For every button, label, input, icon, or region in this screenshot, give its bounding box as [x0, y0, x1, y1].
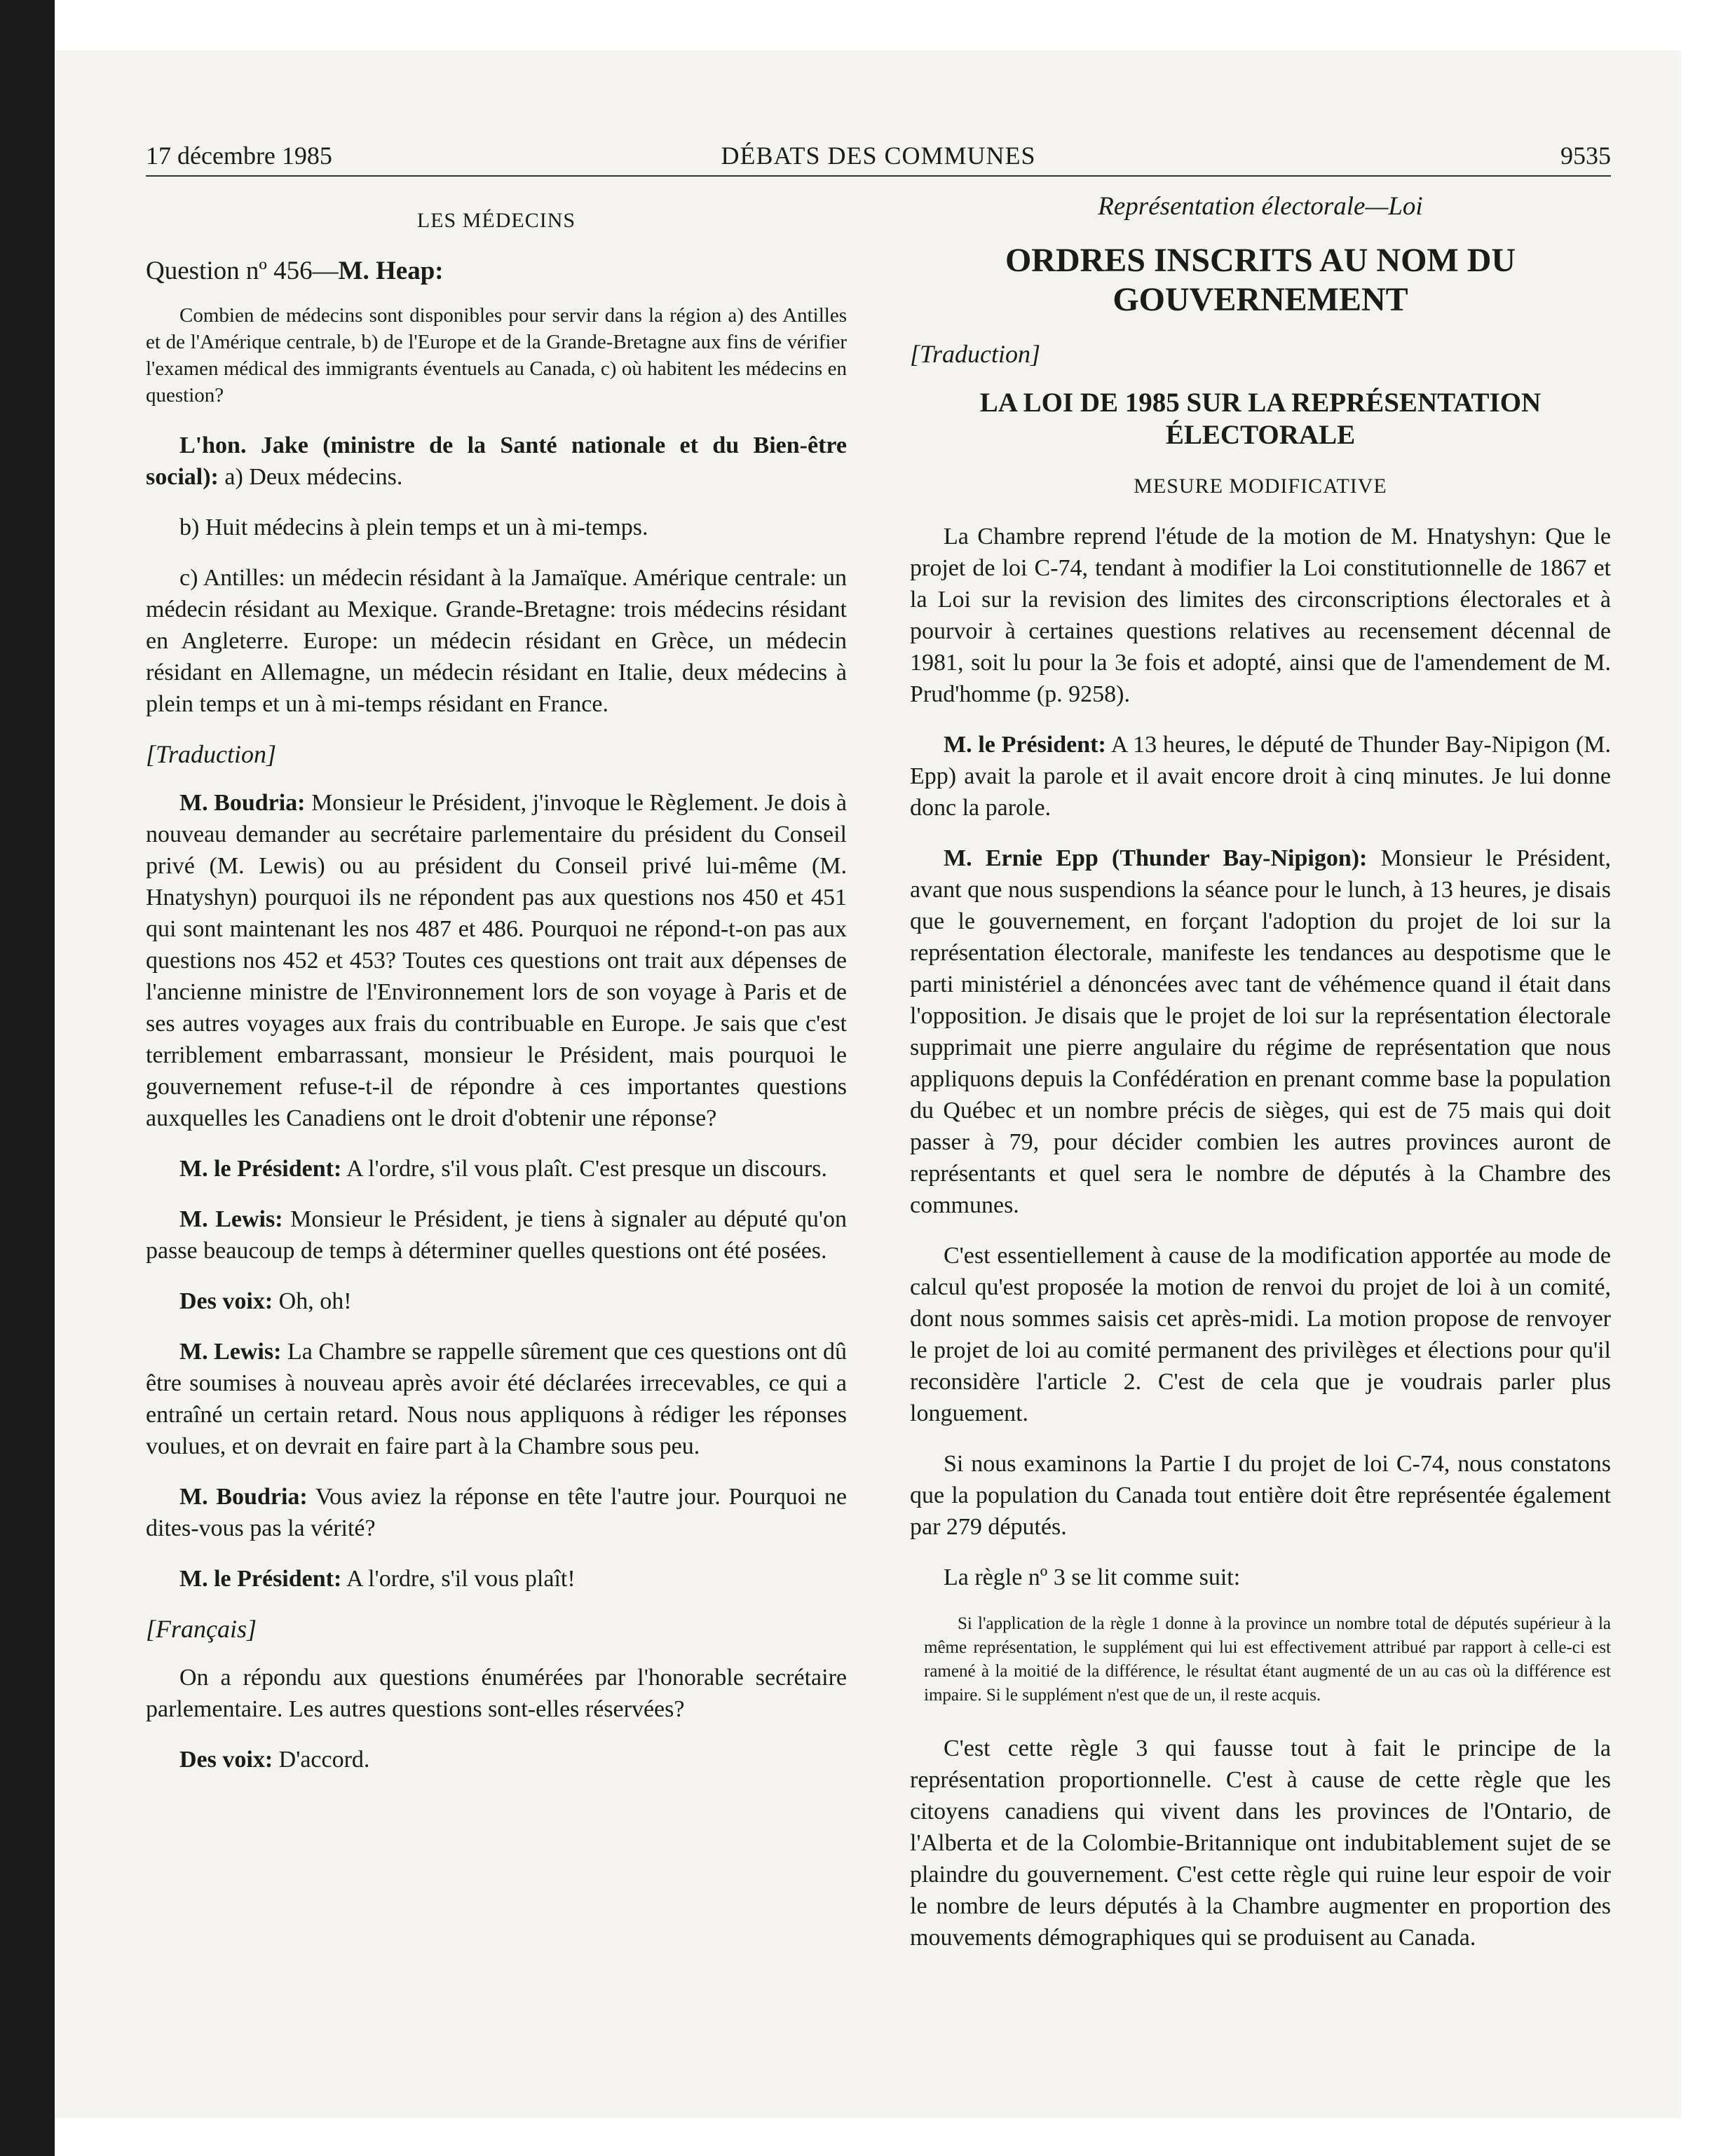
scan-border [0, 0, 55, 2156]
boudria-text: Monsieur le Président, j'invoque le Règlement. Je dois à nouveau demander au secrétaire parlementaire du président du Conseil privé (M. Lewis) ou au président du Conseil privé lui-même (M. Hnatyshyn) pourquoi ils ne répondent pas aux questions nos 450 et 451 qui sont maintenant les nos 487 et 486. Pourquoi ne répond-t-on pas aux questions nos 452 et 453? Toutes ces questions ont trait aux dépenses de l'ancienne ministre de l'Environnement lors de son voyage à Paris et de ses autres voyages aux frais du contribuable en Europe. Je sais que c'est terriblement embarrassant, monsieur le Président, mais pourquoi le gouvernement refuse-t-il de répondre à ces importantes questions auxquelles les Canadiens ont le droit d'obtenir une réponse? [146, 790, 847, 1131]
section-heading: LES MÉDECINS [416, 209, 576, 232]
voix-paragraph-2 [146, 1744, 847, 1775]
boudria-paragraph [146, 787, 847, 1134]
header-publication: DÉBATS DES COMMUNES [721, 142, 1036, 170]
lewis-text-1: Monsieur le Président, je tiens à signaler au député qu'on passe beaucoup de temps à déterminer quelles questions ont été posées. [146, 1206, 847, 1264]
lewis-paragraph-2 [146, 1336, 847, 1462]
question-author: M. Heap: [338, 257, 444, 285]
boudria-text-2: Vous aviez la réponse en tête l'autre jour. Pourquoi ne dites-vous pas la vérité? [146, 1484, 847, 1541]
answer-c: c) Antilles: un médecin résidant à la Jamaïque. Amérique centrale: un médecin résidant au Mexique. Grande-Bretagne: trois médecins résidant en Angleterre. Europe: un médecin résidant en Grèce, un médecin résidant en Allemagne, un médecin résidant en Italie, deux médecins à plein temps et un à mi-temps résidant en France. [146, 565, 847, 717]
law-heading: LA LOI DE 1985 SUR LA REPRÉSENTATION ÉLECTORALE [979, 388, 1542, 450]
president-speaker-right: M. le Président: [944, 732, 1106, 758]
president-text-1: A l'ordre, s'il vous plaît. C'est presque un discours. [346, 1156, 827, 1182]
epp-text: Monsieur le Président, avant que nous suspendions la séance pour le lunch, à 13 heures, je disais que le gouvernement, en forçant l'adoption du projet de loi sur la représentation électorale, manifeste les tendances au despotisme que le parti ministériel a dénoncées avec tant de véhémence quand il était dans l'opposition. Je disais que le projet de loi sur la représentation électorale supprimait une pierre angulaire du régime de représentation que nous appliquons depuis la Confédération en prenant comme base la population du Québec et un nombre précis de sièges, qui est de 75 mais qui doit passer à 79, pour décider combien les autres provinces auront de représentants et quel sera le nombre de députés à la Chambre des communes. [910, 845, 1611, 1218]
paragraph-2: C'est essentiellement à cause de la modification apportée au mode de calcul qu'est proposée la motion de renvoi du projet de loi à un comité, dont nous sommes saisis cet après-midi. La motion propose de renvoyer le projet de loi au comité permanent des privilèges et élections pour qu'il reconsidère l'article 2. C'est de cela que je voudrais parler plus longuement. [910, 1243, 1611, 1426]
voix-speaker-1: Des voix: [179, 1288, 273, 1314]
president-paragraph-1 [146, 1153, 847, 1185]
answer-b: b) Huit médecins à plein temps et un à mi-temps. [179, 514, 648, 540]
left-column [146, 191, 847, 1794]
lewis-speaker-1: M. Lewis: [179, 1206, 283, 1232]
president-paragraph-2 [146, 1563, 847, 1595]
president-text-right: A 13 heures, le député de Thunder Bay-Nipigon (M. Epp) avait la parole et il avait encore droit à cinq minutes. Je lui donne donc la parole. [910, 732, 1612, 821]
page-content [146, 142, 1612, 1951]
voix-speaker-2: Des voix: [179, 1747, 273, 1773]
boudria-speaker-2: M. Boudria: [179, 1484, 308, 1510]
answer-paragraph [146, 430, 847, 493]
question-line [146, 255, 847, 287]
boudria-speaker: M. Boudria: [179, 790, 306, 816]
header-rule [146, 175, 1611, 177]
document-page [55, 50, 1681, 2118]
voix-text-1: Oh, oh! [278, 1288, 352, 1314]
lewis-paragraph-1 [146, 1203, 847, 1267]
page-header [146, 142, 1611, 172]
answer-speaker: L'hon. Jake (ministre de la Santé nationale et du Bien-être social): [146, 432, 847, 490]
president-text-2: A l'ordre, s'il vous plaît! [346, 1566, 576, 1592]
answer-a: a) Deux médecins. [224, 464, 403, 490]
rule-quote: Si l'application de la règle 1 donne à la province un nombre total de députés supérieur à la même représentation, le supplément qui lui est effectivement attribué par rapport à celle-ci est ramené à la moitié de la différence, le résultat étant augmenté de un au cas où la différence est impaire. Si le supplément n'est que de un, il reste acquis. [924, 1614, 1611, 1705]
paragraph-4: C'est cette règle 3 qui fausse tout à fait le principe de la représentation proportionnelle. C'est à cause de cette règle que les citoyens canadiens qui vivent dans les provinces de l'Ontario, de l'Alberta et de la Colombie-Britannique ont indubitablement sujet de se plaindre du gouvernement. C'est cette règle qui ruine leur espoir de voir le nombre de leurs députés à la Chambre augmenter en proportion des mouvements démographiques qui se produisent au Canada. [910, 1735, 1611, 1951]
traduction-label: [Traduction] [146, 740, 277, 768]
rule-intro: La règle nº 3 se lit comme suit: [944, 1564, 1241, 1590]
lewis-speaker-2: M. Lewis: [179, 1339, 282, 1365]
president-speaker-1: M. le Président: [179, 1156, 342, 1182]
francais-label: [Français] [146, 1615, 257, 1643]
question-text: Combien de médecins sont disponibles pour servir dans la région a) des Antilles et de l'Amérique centrale, b) de l'Europe et de la Grande-Bretagne aux fins de vérifier l'examen médical des immigrants éventuels au Canada, c) où habitent les médecins en question? [146, 304, 847, 407]
main-heading: ORDRES INSCRITS AU NOM DU GOUVERNEMENT [1005, 242, 1516, 318]
header-date: 17 décembre 1985 [146, 142, 332, 170]
paragraph-3: Si nous examinons la Partie I du projet de loi C-74, nous constatons que la population du Canada tout entière doit être représentée également par 279 députés. [910, 1451, 1611, 1540]
traduction-label-right: [Traduction] [910, 340, 1041, 368]
lewis-text-2: La Chambre se rappelle sûrement que ces questions ont dû être soumises à nouveau après avoir été déclarées irrecevables, ce qui a entraîné un certain retard. Nous nous appliquons à rédiger les réponses voulues, et on devrait en faire part à la Chambre sous peu. [146, 1339, 847, 1459]
president-paragraph-right [910, 729, 1611, 824]
epp-paragraph [910, 842, 1611, 1221]
closing-text: On a répondu aux questions énumérées par l'honorable secrétaire parlementaire. Les autres questions sont-elles réservées? [146, 1665, 847, 1722]
question-prefix: Question nº 456— [146, 257, 339, 285]
voix-text-2: D'accord. [278, 1747, 370, 1773]
president-speaker-2: M. le Président: [179, 1566, 342, 1592]
epp-speaker: M. Ernie Epp (Thunder Bay-Nipigon): [944, 845, 1368, 871]
header-page-number: 9535 [1560, 142, 1611, 170]
motion-text: La Chambre reprend l'étude de la motion de M. Hnatyshyn: Que le projet de loi C-74, tendant à modifier la Loi constitutionnelle de 1867 et la Loi sur la revision des limites des circonscriptions électorales et à pourvoir à certaines questions relatives au recensement décennal de 1981, soit lu pour la 3e fois et adopté, ainsi que de l'amendement de M. Prud'homme (p. 9258). [910, 524, 1611, 707]
boudria-paragraph-2 [146, 1481, 847, 1544]
running-title: Représentation électorale—Loi [1098, 192, 1423, 221]
right-column [910, 191, 1611, 1972]
voix-paragraph-1 [146, 1285, 847, 1317]
measure-heading: MESURE MODIFICATIVE [1134, 475, 1387, 498]
